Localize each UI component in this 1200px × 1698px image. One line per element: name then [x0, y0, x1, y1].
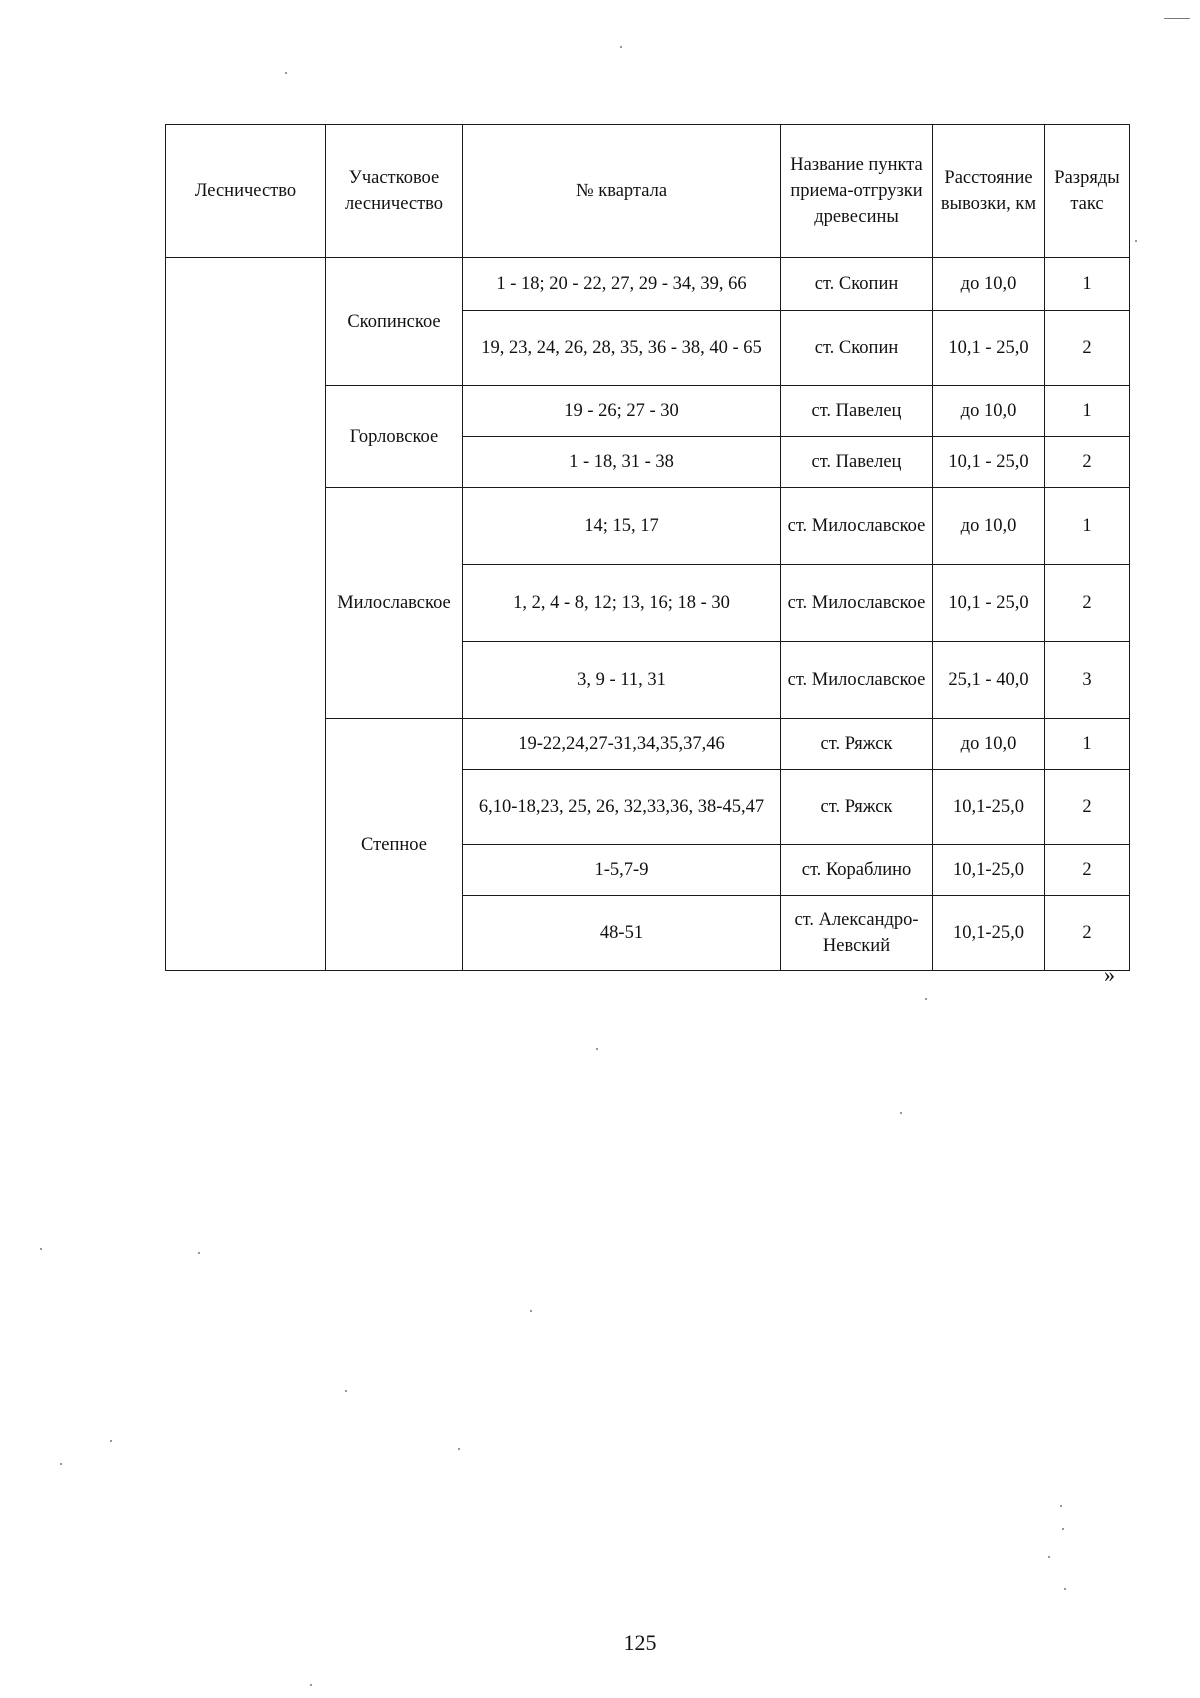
- grade-cell: 2: [1045, 896, 1130, 971]
- quarters-cell: 3, 9 - 11, 31: [463, 642, 781, 719]
- quarters-cell: 48-51: [463, 896, 781, 971]
- district-cell: Милославское: [326, 488, 463, 719]
- district-cell: Скопинское: [326, 258, 463, 386]
- header-distance: Расстояние вывозки, км: [933, 125, 1045, 258]
- grade-cell: 1: [1045, 386, 1130, 437]
- grade-cell: 2: [1045, 437, 1130, 488]
- quarters-cell: 1, 2, 4 - 8, 12; 13, 16; 18 - 30: [463, 565, 781, 642]
- distance-cell: 10,1 - 25,0: [933, 311, 1045, 386]
- point-cell: ст. Павелец: [781, 386, 933, 437]
- haul-distance-table: [165, 124, 1130, 971]
- distance-cell: 10,1-25,0: [933, 770, 1045, 845]
- quarters-cell: 19-22,24,27-31,34,35,37,46: [463, 719, 781, 770]
- header-tax-grade: Разряды такс: [1045, 125, 1130, 258]
- quarters-cell: 19 - 26; 27 - 30: [463, 386, 781, 437]
- point-cell: ст. Ряжск: [781, 770, 933, 845]
- distance-cell: до 10,0: [933, 386, 1045, 437]
- quarters-cell: 6,10-18,23, 25, 26, 32,33,36, 38-45,47: [463, 770, 781, 845]
- distance-cell: до 10,0: [933, 488, 1045, 565]
- grade-cell: 2: [1045, 565, 1130, 642]
- distance-cell: до 10,0: [933, 258, 1045, 311]
- header-point-name: Название пункта приема-отгрузки древесины: [781, 125, 933, 258]
- point-cell: ст. Александро-Невский: [781, 896, 933, 971]
- grade-cell: 1: [1045, 258, 1130, 311]
- district-cell: Горловское: [326, 386, 463, 488]
- distance-cell: 10,1-25,0: [933, 845, 1045, 896]
- table-row: [166, 258, 1130, 311]
- quarters-cell: 1 - 18; 20 - 22, 27, 29 - 34, 39, 66: [463, 258, 781, 311]
- grade-cell: 2: [1045, 311, 1130, 386]
- grade-cell: 2: [1045, 845, 1130, 896]
- forestry-cell: [166, 258, 326, 971]
- table-header-row: [166, 125, 1130, 258]
- header-forestry: Лесничество: [166, 125, 326, 258]
- header-quarter-no: № квартала: [463, 125, 781, 258]
- point-cell: ст. Кораблино: [781, 845, 933, 896]
- quarters-cell: 19, 23, 24, 26, 28, 35, 36 - 38, 40 - 65: [463, 311, 781, 386]
- quarters-cell: 14; 15, 17: [463, 488, 781, 565]
- district-cell: Степное: [326, 719, 463, 971]
- point-cell: ст. Милославское: [781, 488, 933, 565]
- distance-cell: до 10,0: [933, 719, 1045, 770]
- header-district-forestry: Участковое лесничество: [326, 125, 463, 258]
- point-cell: ст. Милославское: [781, 565, 933, 642]
- quarters-cell: 1 - 18, 31 - 38: [463, 437, 781, 488]
- quarters-cell: 1-5,7-9: [463, 845, 781, 896]
- point-cell: ст. Скопин: [781, 311, 933, 386]
- grade-cell: 1: [1045, 488, 1130, 565]
- distance-cell: 25,1 - 40,0: [933, 642, 1045, 719]
- grade-cell: 2: [1045, 770, 1130, 845]
- distance-cell: 10,1 - 25,0: [933, 437, 1045, 488]
- point-cell: ст. Милославское: [781, 642, 933, 719]
- closing-quote-mark: »: [1104, 962, 1115, 987]
- distance-cell: 10,1 - 25,0: [933, 565, 1045, 642]
- point-cell: ст. Скопин: [781, 258, 933, 311]
- grade-cell: 3: [1045, 642, 1130, 719]
- point-cell: ст. Ряжск: [781, 719, 933, 770]
- distance-cell: 10,1-25,0: [933, 896, 1045, 971]
- point-cell: ст. Павелец: [781, 437, 933, 488]
- page-number: 125: [623, 1630, 657, 1655]
- grade-cell: 1: [1045, 719, 1130, 770]
